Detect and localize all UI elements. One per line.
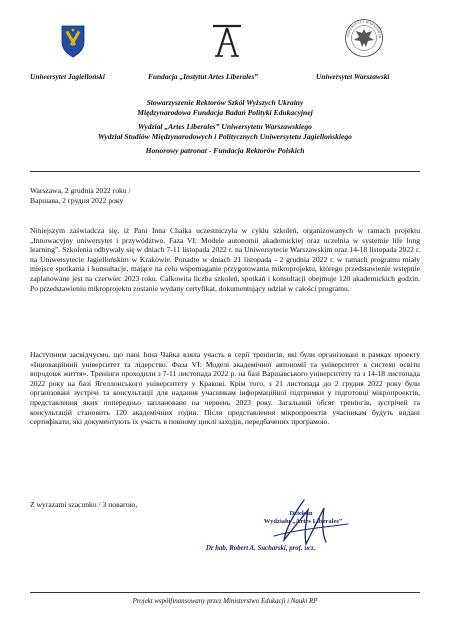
faculty-line: Wydział „Artes Liberales” Uniwersytetu Warszawskiego bbox=[138, 122, 312, 131]
institution-artes-liberales: Fundacja „Instytut Artes Liberales” bbox=[148, 72, 258, 81]
organizer-line: Międzynarodowa Fundacja Badań Polityki Edukacyjnej bbox=[137, 108, 313, 117]
signature-title: Dziekan bbox=[289, 510, 313, 517]
institution-uj: Uniwersytet Jagielloński bbox=[30, 72, 105, 81]
paragraph-ukrainian: Наступним засвідчуємо, що пані Інна Чайка взяла участь в серії тренінгів, які були організовані в рамках проекту «Інноваційний університет та лідерство. Фаза VI: Моделі академічної автономії та університет в системі освіти впродовж життя». Тренінги проходили з 7-11 листопада 2022 р. на базі Варшавського університету та з 14-18 листопада 2022 року на базі Ягеллонського університету у Кракові. Крім того, з 21 листопада до 2 грудня 2022 року були організовані зустрічі та консультації для надання учасникам інформаційної підтримки у підготовці мікропроектів, представлення яких попередньо заплановане на червень 2023 року. Загальний обсяг тренінгів, зустрічей та консультацій становить 120 академічних годин. Після представлення мікропроектів учасникам будуть видані сертифікати, які документують їх участь в повному циклі заходів, передбачених програмою. bbox=[30, 350, 420, 427]
organizer-line: Stowarzyszenie Rektorów Szkół Wyższych Ukrainy bbox=[146, 98, 304, 107]
faculties-block bbox=[0, 122, 450, 142]
institution-uw: Uniwersytet Warszawski bbox=[316, 72, 390, 81]
artes-liberales-monogram-icon bbox=[211, 22, 243, 58]
patronage-line: Honorowy patronat - Fundacja Rektorów Polskich bbox=[145, 146, 305, 155]
signature-faculty: Wydziału „Artes Liberales” bbox=[263, 518, 343, 525]
seal-text: NIWERSYTET WARSZAWSK bbox=[345, 19, 383, 39]
faculty-line: Wydział Studiów Międzynarodowych i Politycznych Uniwersytetu Jagiellońskiego bbox=[98, 132, 352, 141]
date-ukrainian: Варшава, 2 грудня 2022 року bbox=[30, 195, 124, 205]
footer-note: Projekt współfinansowany przez Ministerstwo Edukacji i Nauki RP bbox=[132, 598, 318, 605]
uj-coat-of-arms-icon bbox=[60, 24, 86, 58]
uw-eagle-seal-icon bbox=[344, 18, 384, 58]
footer-divider bbox=[30, 592, 420, 593]
date-polish: Warszawa, 2 grudnia 2022 roku / bbox=[30, 186, 131, 195]
date-block bbox=[30, 186, 420, 205]
header-divider bbox=[30, 171, 420, 172]
signature-name: Dr hab. Robert A. Sucharski, prof. ucz. bbox=[206, 545, 316, 552]
salutation: Z wyrazami szacunku / З повагою, bbox=[30, 500, 138, 509]
paragraph-polish: Niniejszym zaświadcza się, iż Pani Inna Chaika uczestniczyła w cyklu szkoleń, organizowanych w ramach projektu „Innowacyjny uniwersytet i przywództwo. Faza VI: Modele autonomii akademickiej oraz uczelnia w systemie life long learning”. Szkolenia odbywały się w dniach 7-11 listopada 2022 r. na Uniwersytecie Warszawskim oraz 14-18 listopada 2022 r. na Uniwersytecie Jagiellońskim w Krakowie. Ponadto w dniach 21 listopada - 2 grudnia 2022 r. w ramach programu miały miejsce spotkania i konsultacje, mające na celu wspomaganie przygotowania mikroprojektu, którego przedstawienie wstępnie zaplanowane jest na czerwiec 2023 roku. Całkowita liczba szkoleń, spotkań i konsultacji obejmuje 120 akademickich godzin. Po przedstawieniu mikroprojektu zostanie wydany certyfikat, dokumentujący udział w całości programu. bbox=[30, 226, 420, 293]
organizers-block bbox=[0, 98, 450, 118]
